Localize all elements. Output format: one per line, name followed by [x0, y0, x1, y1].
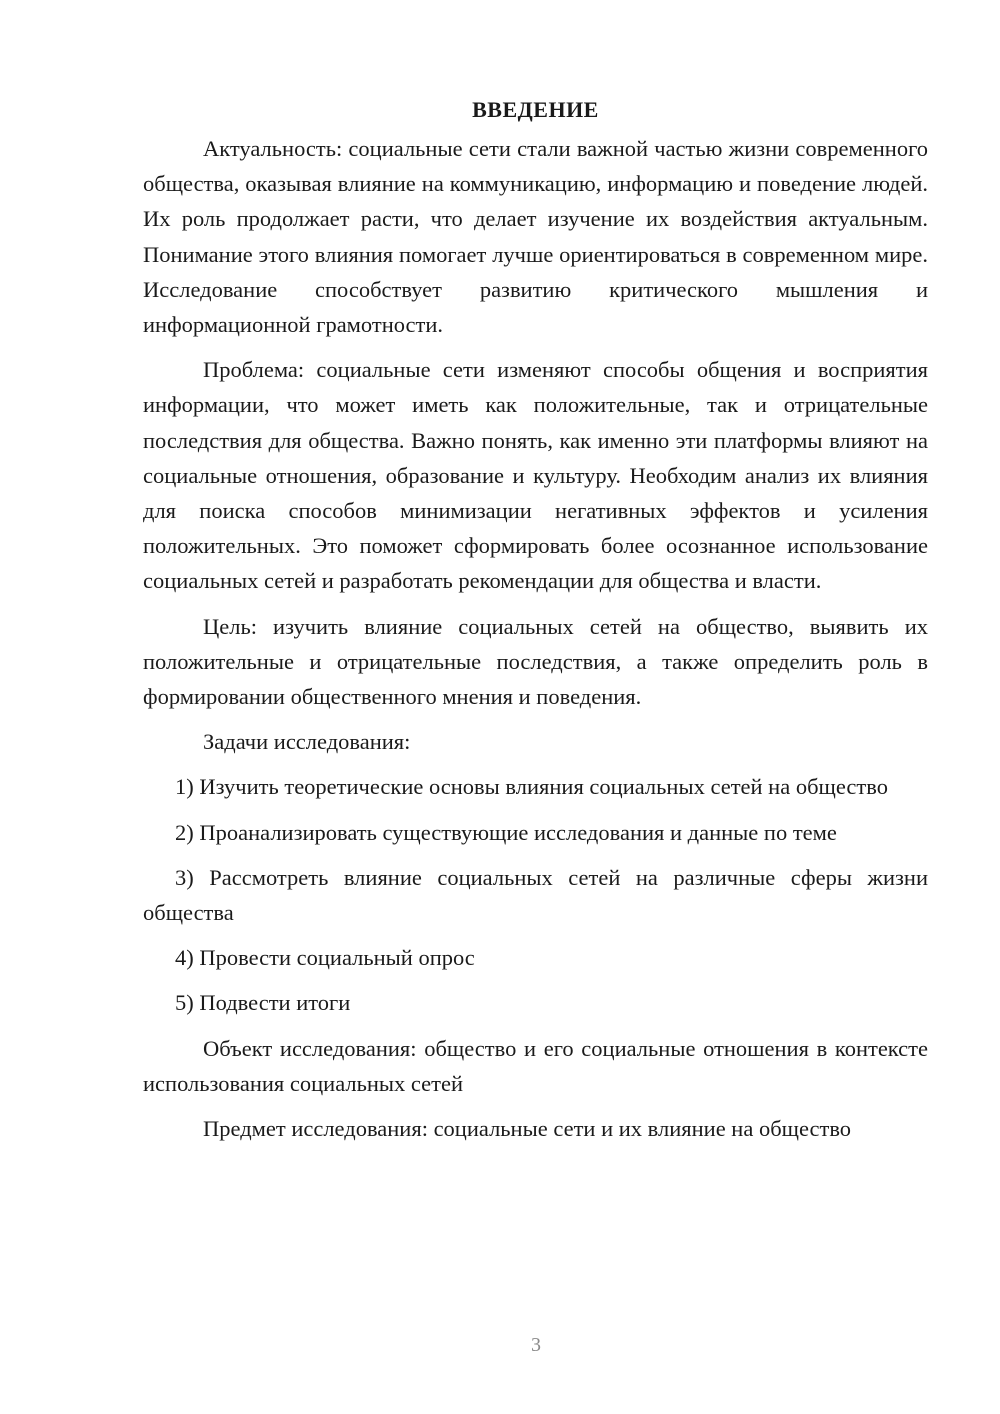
tasks-list — [143, 769, 928, 1020]
page-number: 3 — [531, 1334, 541, 1356]
paragraph-goal: Цель: изучить влияние социальных сетей на общество, выявить их положительные и отрицательные последствия, а также определить роль в формировании общественного мнения и поведения. — [143, 613, 928, 710]
paragraph-problem: Проблема: социальные сети изменяют способы общения и восприятия информации, что может иметь как положительные, так и отрицательные последствия для общества. Важно понять, как именно эти платформы влияют на социальные отношения, образование и культуру. Необходим анализ их влияния для поиска способов минимизации негативных эффектов и усиления положительных. Это поможет сформировать более осознанное использование социальных сетей и разработать рекомендации для общества и власти. — [143, 357, 928, 594]
paragraph-subject: Предмет исследования: социальные сети и их влияние на общество — [203, 1116, 852, 1142]
list-item: 4) Провести социальный опрос — [175, 945, 475, 971]
list-item: 2) Проанализировать существующие исследования и данные по теме — [175, 819, 837, 845]
list-item: 5) Подвести итоги — [175, 990, 351, 1016]
list-item: 3) Рассмотреть влияние социальных сетей на различные сферы жизни общества — [143, 864, 928, 926]
list-item: 1) Изучить теоретические основы влияния социальных сетей на общество — [175, 774, 888, 800]
tasks-heading: Задачи исследования: — [203, 729, 411, 755]
page-title: ВВЕДЕНИЕ — [472, 97, 599, 122]
paragraph-object: Объект исследования: общество и его социальные отношения в контексте использования социальных сетей — [143, 1035, 928, 1096]
document-page — [143, 92, 928, 1156]
paragraph-relevance: Актуальность: социальные сети стали важной частью жизни современного общества, оказывая влияние на коммуникацию, информацию и поведение людей. Их роль продолжает расти, что делает изучение их воздействия актуальным. Понимание этого влияния помогает лучше ориентироваться в современном мире. Исследование способствует развитию критического мышления и информационной грамотности. — [143, 136, 928, 338]
